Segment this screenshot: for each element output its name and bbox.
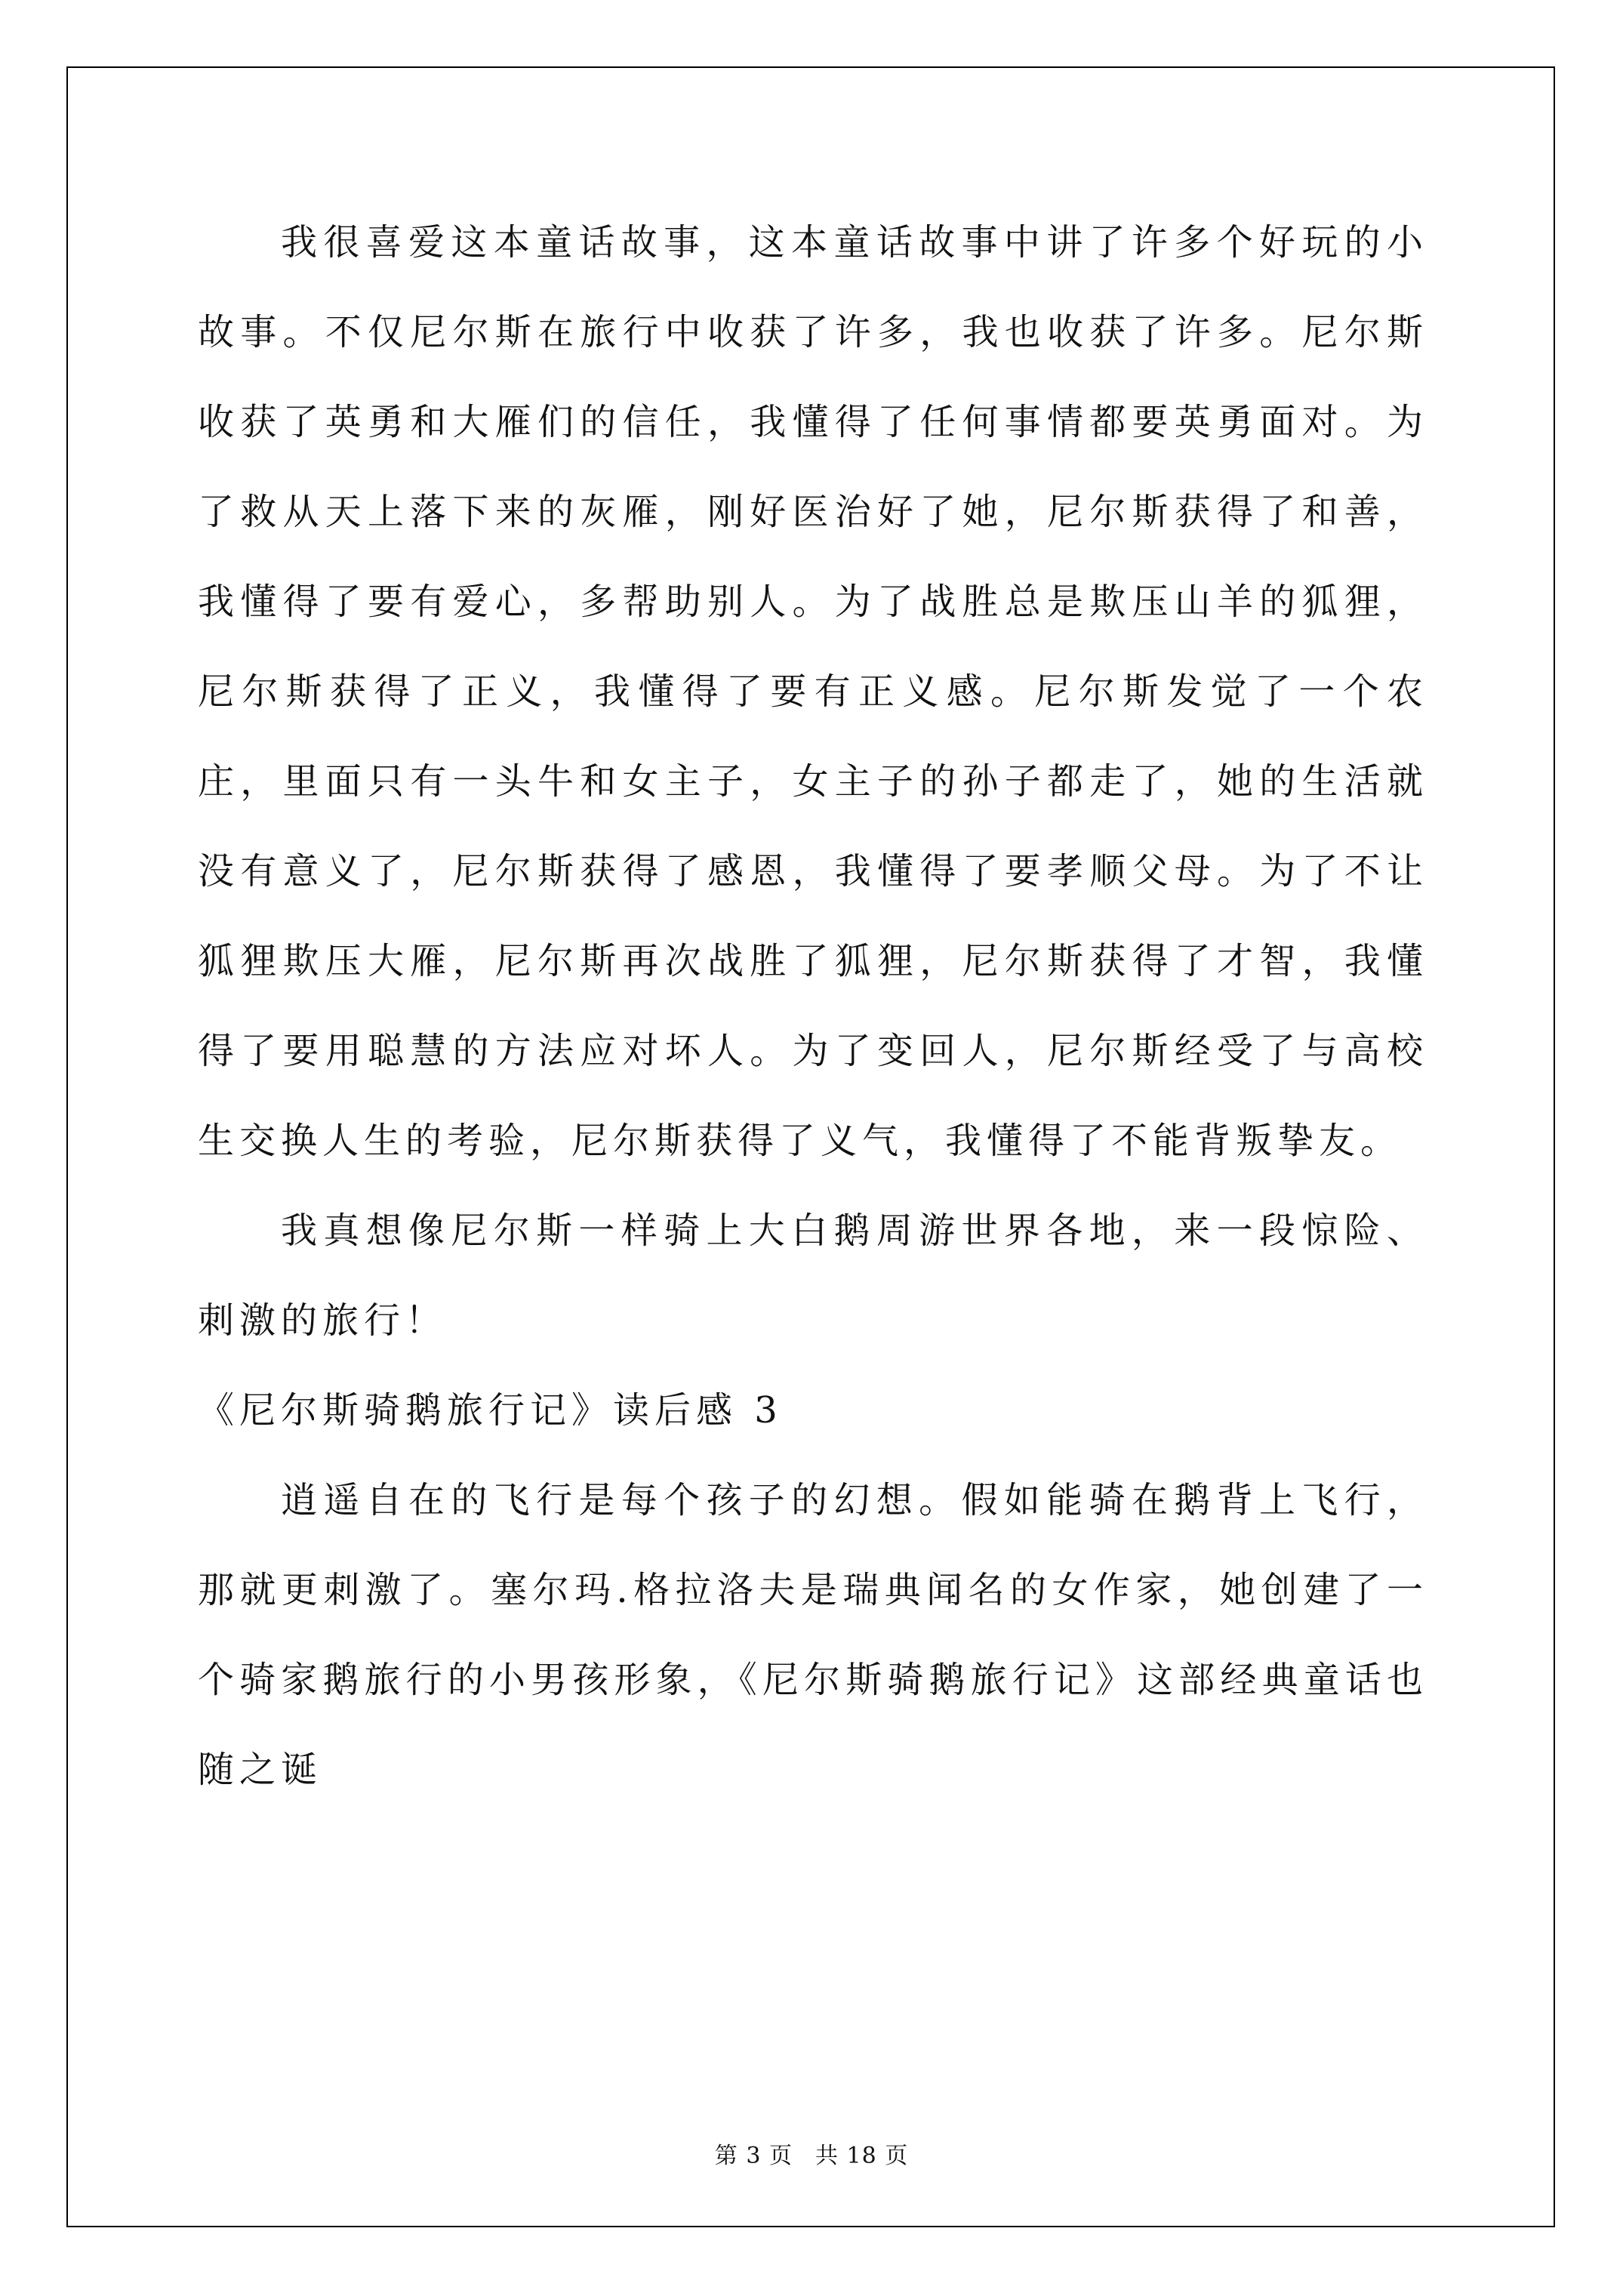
total-pages: 共 18 页 <box>815 2143 909 2169</box>
page-number: 第 3 页 <box>714 2143 793 2169</box>
paragraph-2: 我真想像尼尔斯一样骑上大白鹅周游世界各地，来一段惊险、刺激的旅行！ <box>198 1210 1428 1342</box>
document-body <box>198 198 1428 1815</box>
section-heading: 《尼尔斯骑鹅旅行记》读后感 3 <box>198 1389 783 1432</box>
page-footer <box>0 2137 1623 2170</box>
paragraph-3: 逍遥自在的飞行是每个孩子的幻想。假如能骑在鹅背上飞行，那就更刺激了。塞尔玛.格拉洛夫是瑞典闻名的女作家，她创建了一个骑家鹅旅行的小男孩形象，《尼尔斯骑鹅旅行记》这部经典童话也随之诞 <box>198 1479 1428 1791</box>
paragraph-1: 我很喜爱这本童话故事，这本童话故事中讲了许多个好玩的小故事。不仅尼尔斯在旅行中收获了许多，我也收获了许多。尼尔斯收获了英勇和大雁们的信任，我懂得了任何事情都要英勇面对。为了救从天上落下来的灰雁，刚好医治好了她，尼尔斯获得了和善，我懂得了要有爱心，多帮助别人。为了战胜总是欺压山羊的狐狸，尼尔斯获得了正义，我懂得了要有正义感。尼尔斯发觉了一个农庄，里面只有一头牛和女主子，女主子的孙子都走了，她的生活就没有意义了，尼尔斯获得了感恩，我懂得了要孝顺父母。为了不让狐狸欺压大雁，尼尔斯再次战胜了狐狸，尼尔斯获得了才智，我懂得了要用聪慧的方法应对坏人。为了变回人，尼尔斯经受了与高校生交换人生的考验，尼尔斯获得了义气，我懂得了不能背叛挚友。 <box>198 221 1428 1162</box>
